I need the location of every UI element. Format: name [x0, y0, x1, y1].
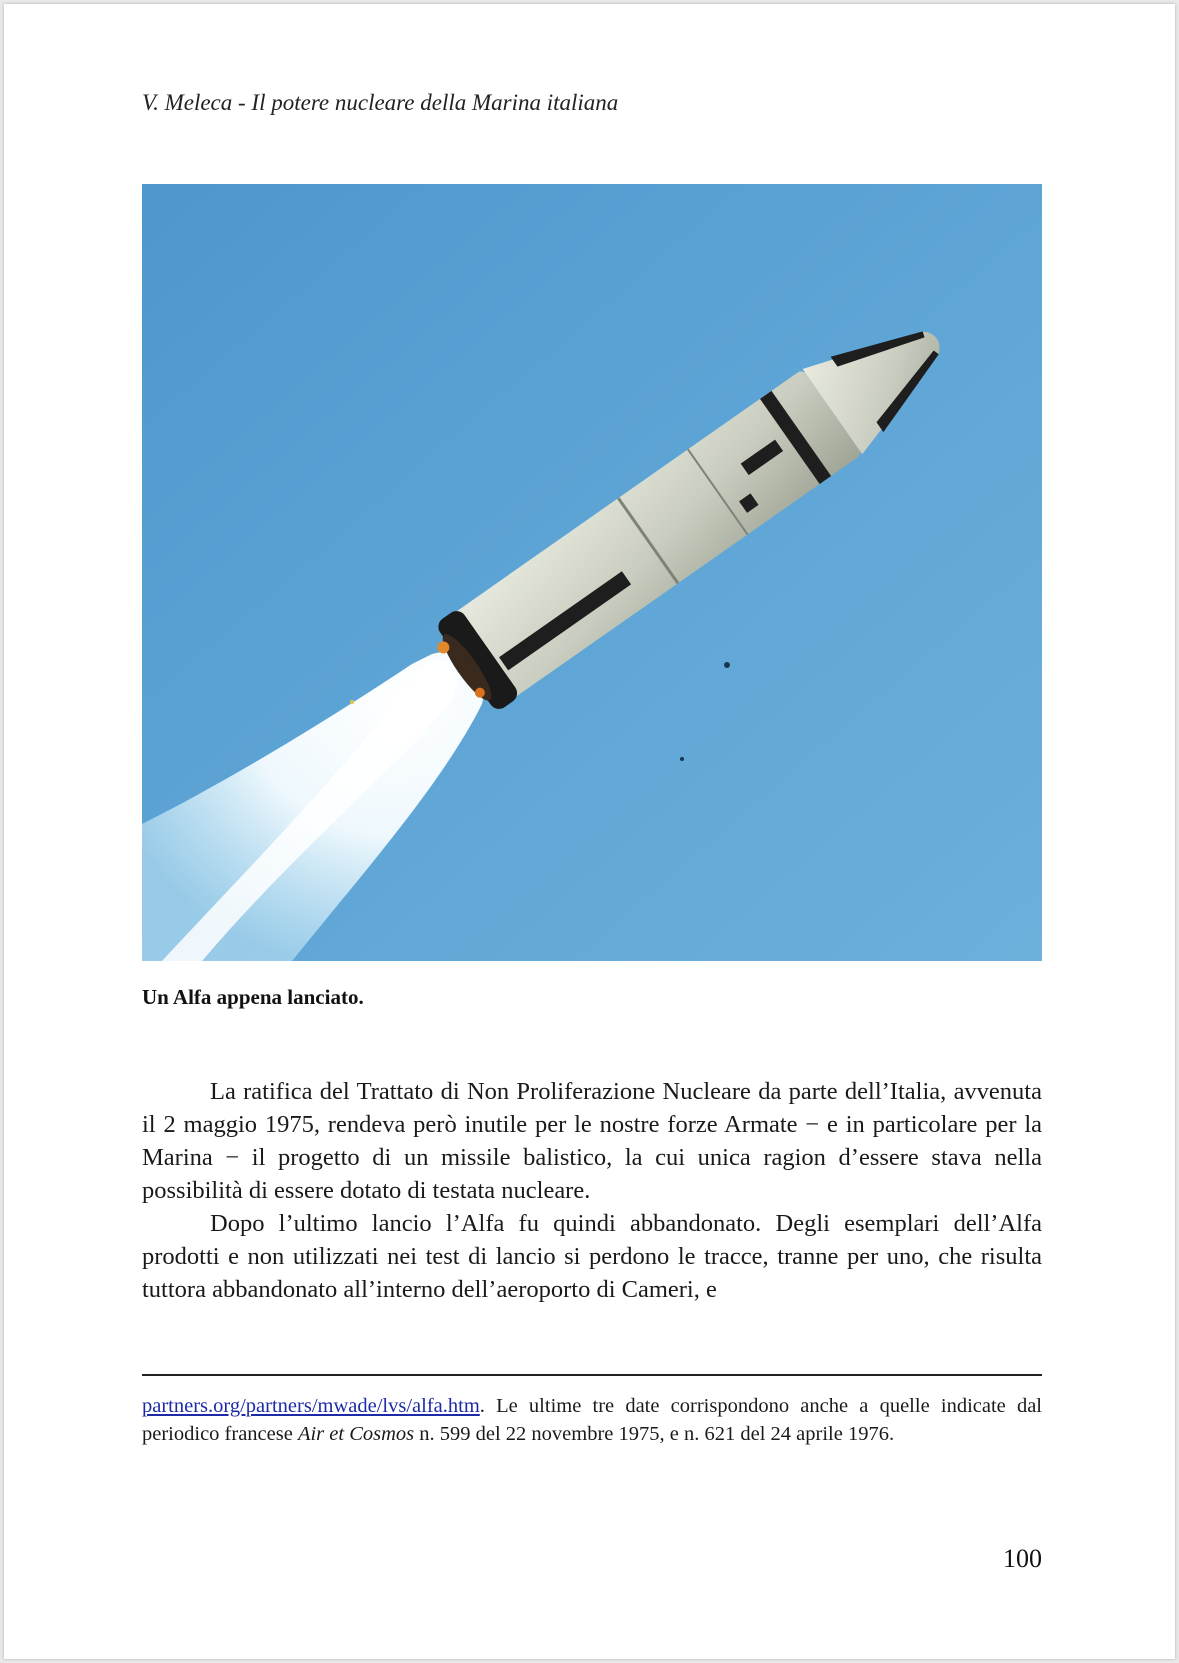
footnote-periodical-title: Air et Cosmos [297, 1423, 415, 1445]
footnote-text-end: n. 599 del 22 novembre 1975, e n. 621 del 24 aprile 1976. [414, 1423, 895, 1445]
running-header: V. Meleca - Il potere nucleare della Marina italiana [142, 90, 619, 115]
footnote [142, 1392, 1042, 1448]
footnote-link[interactable]: partners.org/partners/mwade/lvs/alfa.htm [142, 1395, 480, 1417]
body-text [142, 1075, 1042, 1306]
figure-caption: Un Alfa appena lanciato. [142, 985, 364, 1009]
footnote-text: . Le ultime tre date corrispondono anche a quelle indicate dal periodico francese [142, 1395, 1042, 1445]
paragraph: La ratifica del Trattato di Non Proliferazione Nucleare da parte dell’Italia, avvenuta il 2 maggio 1975, rendeva però inutile per le nostre forze Armate − e in particolare per la Marina − il progetto di un missile balistico, la cui unica ragion d’essere stava nella possibilità di essere dotato di testata nucleare. [142, 1078, 1042, 1204]
document-page [4, 4, 1175, 1659]
footnote-separator [142, 1374, 1042, 1376]
missile-launch-photo [142, 184, 1042, 961]
page-number: 100 [1003, 1544, 1042, 1573]
paragraph: Dopo l’ultimo lancio l’Alfa fu quindi abbandonato. Degli esemplari dell’Alfa prodotti e non utilizzati nei test di lancio si perdono le tracce, tranne per uno, che risulta tuttora abbandonato all’interno dell’aeroporto di Cameri, e [142, 1210, 1042, 1303]
